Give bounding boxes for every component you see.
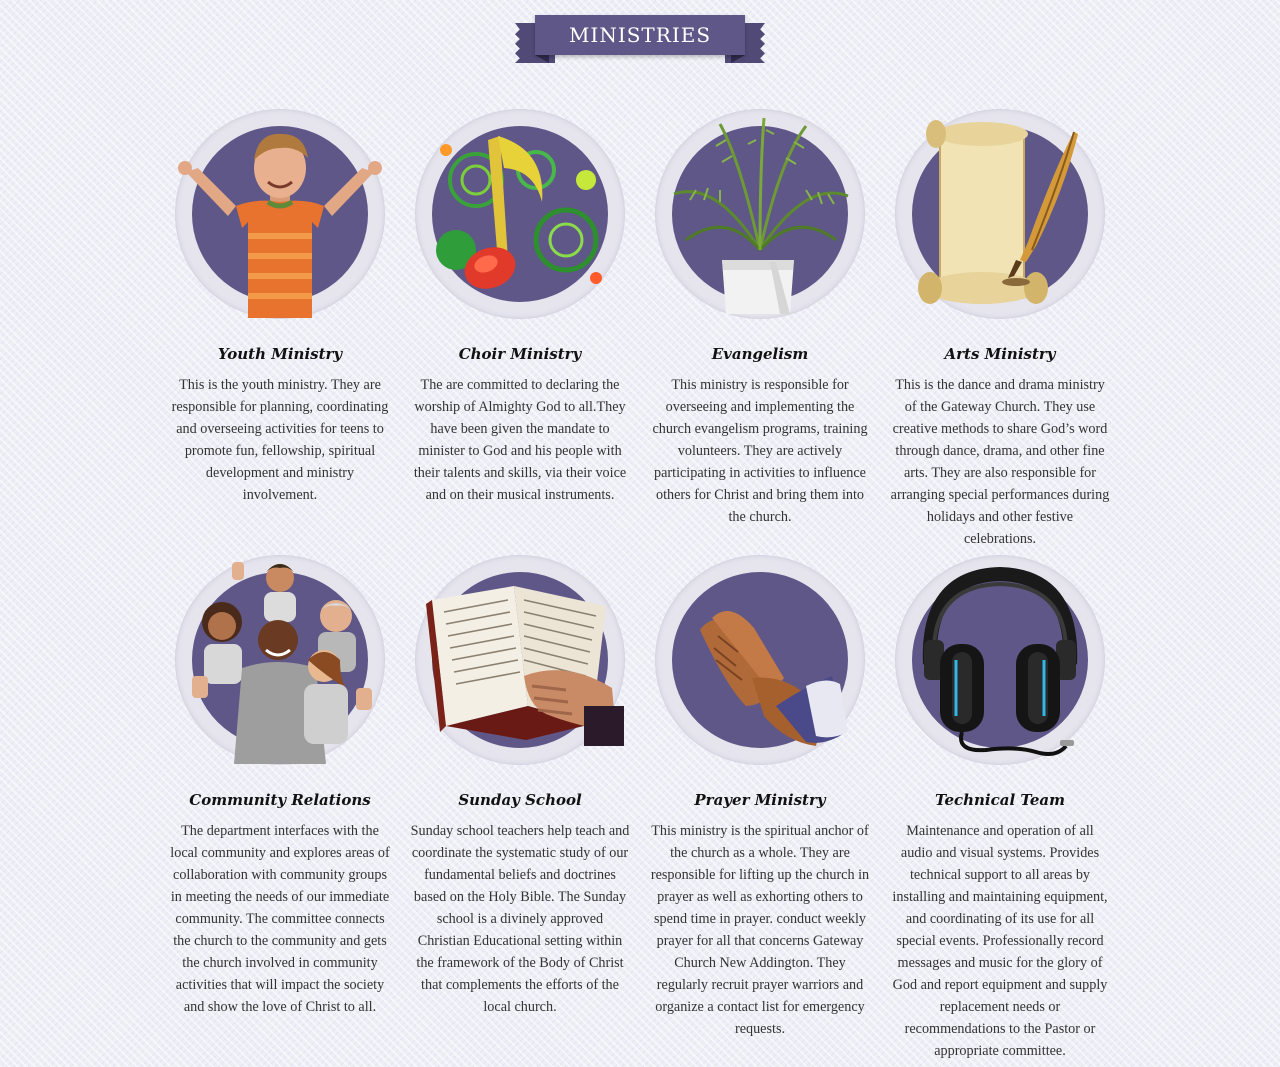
section-title: MINISTRIES xyxy=(535,15,745,55)
ministry-image-frame xyxy=(656,556,864,764)
headphones-icon xyxy=(896,556,1104,764)
ministry-description: Sunday school teachers help teach and coordinate the systematic study of our fundamental beliefs and doctrines based on the Holy Bible. The Sunday school is a divinely approved Christian Educational setting within the framework of the Body of Christ that complements the efforts of the local church. xyxy=(410,823,630,1015)
ministry-image-frame xyxy=(176,556,384,764)
ministry-description: Maintenance and operation of all audio and visual systems. Provides technical support to all areas by installing and maintaining equipment, and coordinating of its use for all special events. Professionally record messages and music for the glory of God and report equipment and supply replacement needs or recommendations to the Pastor or appropriate committee. xyxy=(892,823,1108,1059)
ministry-title: Arts Ministry xyxy=(944,345,1056,363)
music-note-icon xyxy=(416,110,624,318)
open-bible-icon xyxy=(416,556,624,764)
ministry-description: This is the dance and drama ministry of the Gateway Church. They use creative methods to share God’s word through dance, drama, and other fine arts. They are also responsible for arranging special performances during holidays and other festive celebrations. xyxy=(890,377,1110,547)
ministry-card-choir xyxy=(410,110,630,506)
potted-palm-icon xyxy=(656,110,864,318)
ministry-title: Youth Ministry xyxy=(217,345,343,363)
child-arms-raised-icon xyxy=(176,110,384,318)
ministry-title: Choir Ministry xyxy=(458,345,582,363)
ministry-title: Community Relations xyxy=(189,791,371,809)
ministry-image-frame xyxy=(416,556,624,764)
ministry-card-technical-team xyxy=(890,556,1110,1062)
ministry-title: Technical Team xyxy=(935,791,1065,809)
ministry-image-frame xyxy=(416,110,624,318)
ministry-image-frame xyxy=(656,110,864,318)
ministry-title: Prayer Ministry xyxy=(694,791,826,809)
ministry-image-frame xyxy=(896,556,1104,764)
ministry-title: Evangelism xyxy=(711,345,809,363)
ministry-image-frame xyxy=(176,110,384,318)
ministry-card-arts xyxy=(890,110,1110,550)
ministry-image-frame xyxy=(896,110,1104,318)
praying-hands-icon xyxy=(656,556,864,764)
ministry-description: This ministry is responsible for overseeing and implementing the church evangelism programs, training volunteers. They are actively participating in activities to influence others for Christ and bring them into the church. xyxy=(652,377,868,525)
ministry-card-evangelism xyxy=(650,110,870,528)
scroll-quill-icon xyxy=(896,110,1104,318)
ministry-card-sunday-school xyxy=(410,556,630,1018)
ribbon-fold-right xyxy=(731,55,745,63)
ministry-description: The are committed to declaring the worship of Almighty God to all.They have been given the mandate to minister to God and his people with their talents and skills, via their voice and on their musical instruments. xyxy=(413,377,627,503)
ministry-card-prayer xyxy=(650,556,870,1040)
section-ribbon xyxy=(515,15,765,65)
ministry-card-community-relations xyxy=(170,556,390,1018)
ministry-title: Sunday School xyxy=(458,791,582,809)
ministry-description: The department interfaces with the local community and explores areas of collaboration with community groups in meeting the needs of our immediate community. The committee connects the church to the community and gets the church involved in community activities that will impact the society and show the love of Christ to all. xyxy=(170,823,390,1015)
people-group-icon xyxy=(176,556,384,764)
ministry-description: This is the youth ministry. They are responsible for planning, coordinating and overseeing activities for teens to promote fun, fellowship, spiritual development and ministry involvement. xyxy=(171,377,389,503)
ministry-description: This ministry is the spiritual anchor of the church as a whole. They are responsible for lifting up the church in prayer as well as exhorting others to spend time in prayer. conduct weekly prayer for all that concerns Gateway Church New Addington. They regularly recruit prayer warriors and organize a contact list for emergency requests. xyxy=(650,823,870,1037)
ribbon-fold-left xyxy=(535,55,549,63)
ministry-card-youth xyxy=(170,110,390,506)
